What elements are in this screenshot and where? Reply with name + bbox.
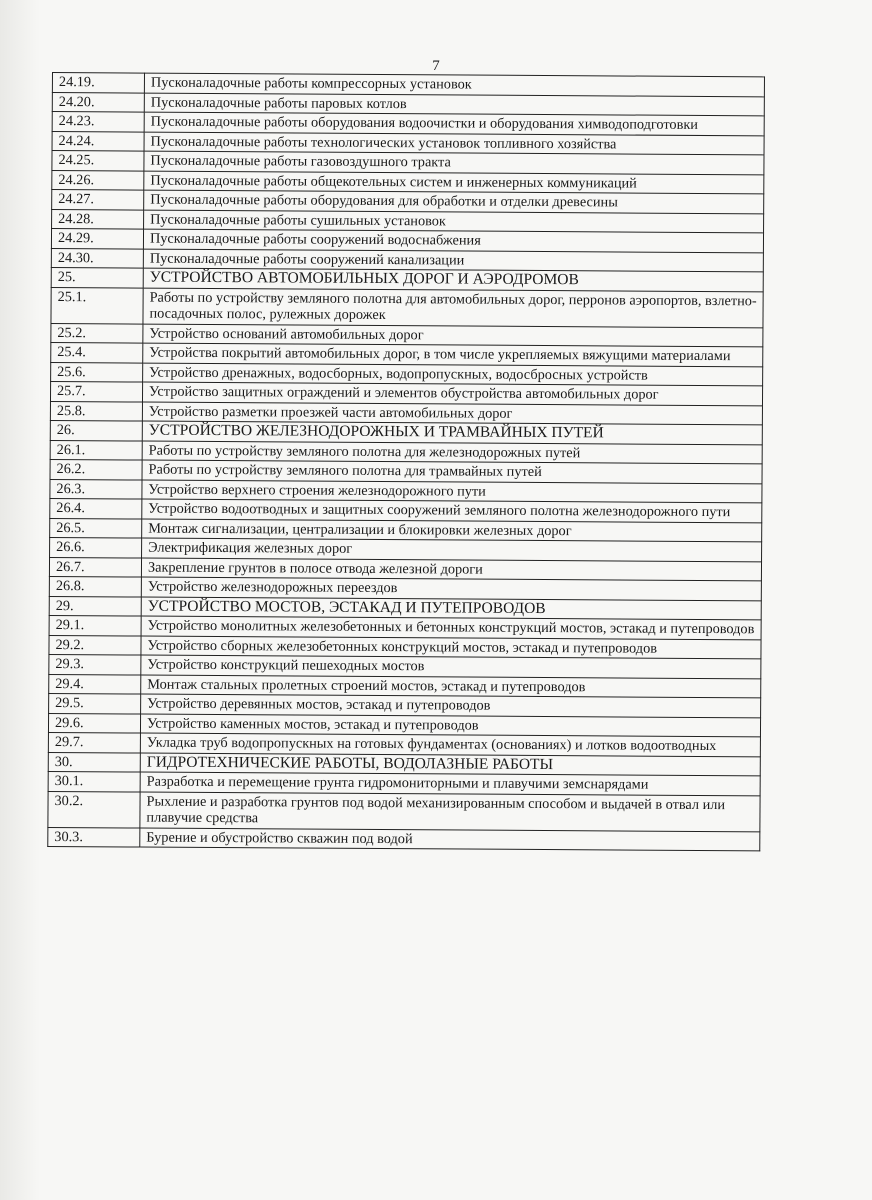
row-title: Монтаж стальных пролетных строений мостов, эстакад и путепроводов [141, 675, 761, 698]
row-title: Устройство дренажных, водосборных, водопропускных, водосбросных устройств [143, 363, 763, 386]
row-code: 25.1. [51, 287, 143, 324]
row-title: Устройство железнодорожных переездов [141, 577, 761, 600]
row-code: 26.2. [50, 459, 142, 479]
row-code: 25. [51, 267, 143, 287]
row-code: 29. [49, 596, 141, 616]
row-code: 26.1. [50, 440, 142, 460]
row-code: 25.6. [51, 362, 143, 382]
row-title: Пусконаладочные работы компрессорных установок [144, 73, 764, 96]
row-code: 24.24. [52, 131, 144, 151]
row-code: 29.6. [48, 713, 140, 733]
row-title: Работы по устройству земляного полотна для автомобильных дорог, перронов аэропортов, взлетно-посадочных полос, рулежных дорожек [143, 288, 763, 328]
row-title: Устройства покрытий автомобильных дорог, в том числе укрепляемых вяжущими материалами [143, 343, 763, 366]
row-title: Монтаж сигнализации, централизации и блокировки железных дорог [142, 519, 762, 542]
row-title: Пусконаладочные работы технологических установок топливного хозяйства [144, 132, 764, 155]
row-code: 25.8. [50, 401, 142, 421]
row-title: Устройство оснований автомобильных дорог [143, 324, 763, 347]
row-title: Пусконаладочные работы сооружений водоснабжения [143, 229, 763, 252]
row-code: 24.26. [52, 170, 144, 190]
row-title: Пусконаладочные работы газовоздушного тракта [144, 151, 764, 174]
row-code: 24.28. [52, 209, 144, 229]
row-title: Работы по устройству земляного полотна для железнодорожных путей [142, 441, 762, 464]
section-title: УСТРОЙСТВО АВТОМОБИЛЬНЫХ ДОРОГ И АЭРОДРОМОВ [143, 268, 763, 291]
row-title: Пусконаладочные работы сооружений канализации [143, 249, 763, 272]
row-title: Устройство верхнего строения железнодорожного пути [142, 480, 762, 503]
row-title: Устройство защитных ограждений и элементов обустройства автомобильных дорог [142, 382, 762, 405]
row-title: Работы по устройству земляного полотна для трамвайных путей [142, 460, 762, 483]
row-title: Устройство водоотводных и защитных сооружений земляного полотна железнодорожного пути [142, 499, 762, 522]
row-title: Устройство сборных железобетонных конструкций мостов, эстакад и путепроводов [141, 636, 761, 659]
table-row [48, 827, 760, 851]
row-title: Устройство каменных мостов, эстакад и путепроводов [140, 714, 760, 737]
page-number: 7 [432, 58, 440, 74]
row-code: 26.5. [50, 518, 142, 538]
section-title: УСТРОЙСТВО МОСТОВ, ЭСТАКАД И ПУТЕПРОВОДОВ [141, 597, 761, 620]
row-code: 26.4. [50, 498, 142, 518]
row-title: Разработка и перемещение грунта гидромониторными и плавучими земснарядами [140, 772, 760, 795]
row-code: 24.25. [52, 151, 144, 171]
row-code: 30.3. [48, 827, 140, 847]
row-title: Устройство монолитных железобетонных и бетонных конструкций мостов, эстакад и путепроводов [141, 616, 761, 639]
row-code: 26.8. [49, 576, 141, 596]
row-title: Пусконаладочные работы общекотельных систем и инженерных коммуникаций [144, 171, 764, 194]
row-code: 29.2. [49, 635, 141, 655]
row-code: 25.4. [51, 342, 143, 362]
row-code: 30. [48, 752, 140, 772]
row-title: Пусконаладочные работы паровых котлов [144, 93, 764, 116]
row-code: 24.30. [51, 248, 143, 268]
table-row [48, 791, 760, 831]
row-code: 29.7. [48, 732, 140, 752]
row-code: 30.1. [48, 771, 140, 791]
table-row [51, 287, 763, 327]
row-title: Укладка труб водопропускных на готовых фундаментах (основаниях) и лотков водоотводных [140, 733, 760, 756]
row-code: 26. [50, 420, 142, 440]
row-code: 24.23. [52, 112, 144, 132]
section-title: ГИДРОТЕХНИЧЕСКИЕ РАБОТЫ, ВОДОЛАЗНЫЕ РАБОТЫ [140, 753, 760, 776]
row-title: Рыхление и разработка грунтов под водой механизированным способом и выдачей в отвал или плавучие средства [140, 792, 760, 832]
row-title: Устройство конструкций пешеходных мостов [141, 655, 761, 678]
row-code: 26.7. [49, 557, 141, 577]
row-code: 29.4. [49, 674, 141, 694]
row-code: 29.5. [49, 693, 141, 713]
row-code: 25.2. [51, 323, 143, 343]
section-title: УСТРОЙСТВО ЖЕЛЕЗНОДОРОЖНЫХ И ТРАМВАЙНЫХ ПУТЕЙ [142, 421, 762, 444]
row-title: Пусконаладочные работы сушильных установок [144, 210, 764, 233]
row-code: 29.1. [49, 615, 141, 635]
row-code: 30.2. [48, 791, 140, 828]
row-title: Закрепление грунтов в полосе отвода железной дороги [141, 558, 761, 581]
row-code: 29.3. [49, 654, 141, 674]
row-code: 26.3. [50, 479, 142, 499]
row-code: 24.19. [52, 73, 144, 93]
row-title: Бурение и обустройство скважин под водой [140, 828, 760, 851]
row-code: 24.27. [52, 190, 144, 210]
row-title: Электрификация железных дорог [142, 538, 762, 561]
table-body [48, 73, 765, 851]
row-title: Устройство разметки проезжей части автомобильных дорог [142, 402, 762, 425]
row-code: 24.29. [51, 229, 143, 249]
work-types-table [47, 72, 765, 851]
row-code: 26.6. [50, 537, 142, 557]
row-title: Пусконаладочные работы оборудования для обработки и отделки древесины [144, 190, 764, 213]
row-title: Пусконаладочные работы оборудования водоочистки и оборудования химводоподготовки [144, 112, 764, 135]
row-code: 24.20. [52, 92, 144, 112]
row-title: Устройство деревянных мостов, эстакад и путепроводов [141, 694, 761, 717]
row-code: 25.7. [50, 381, 142, 401]
